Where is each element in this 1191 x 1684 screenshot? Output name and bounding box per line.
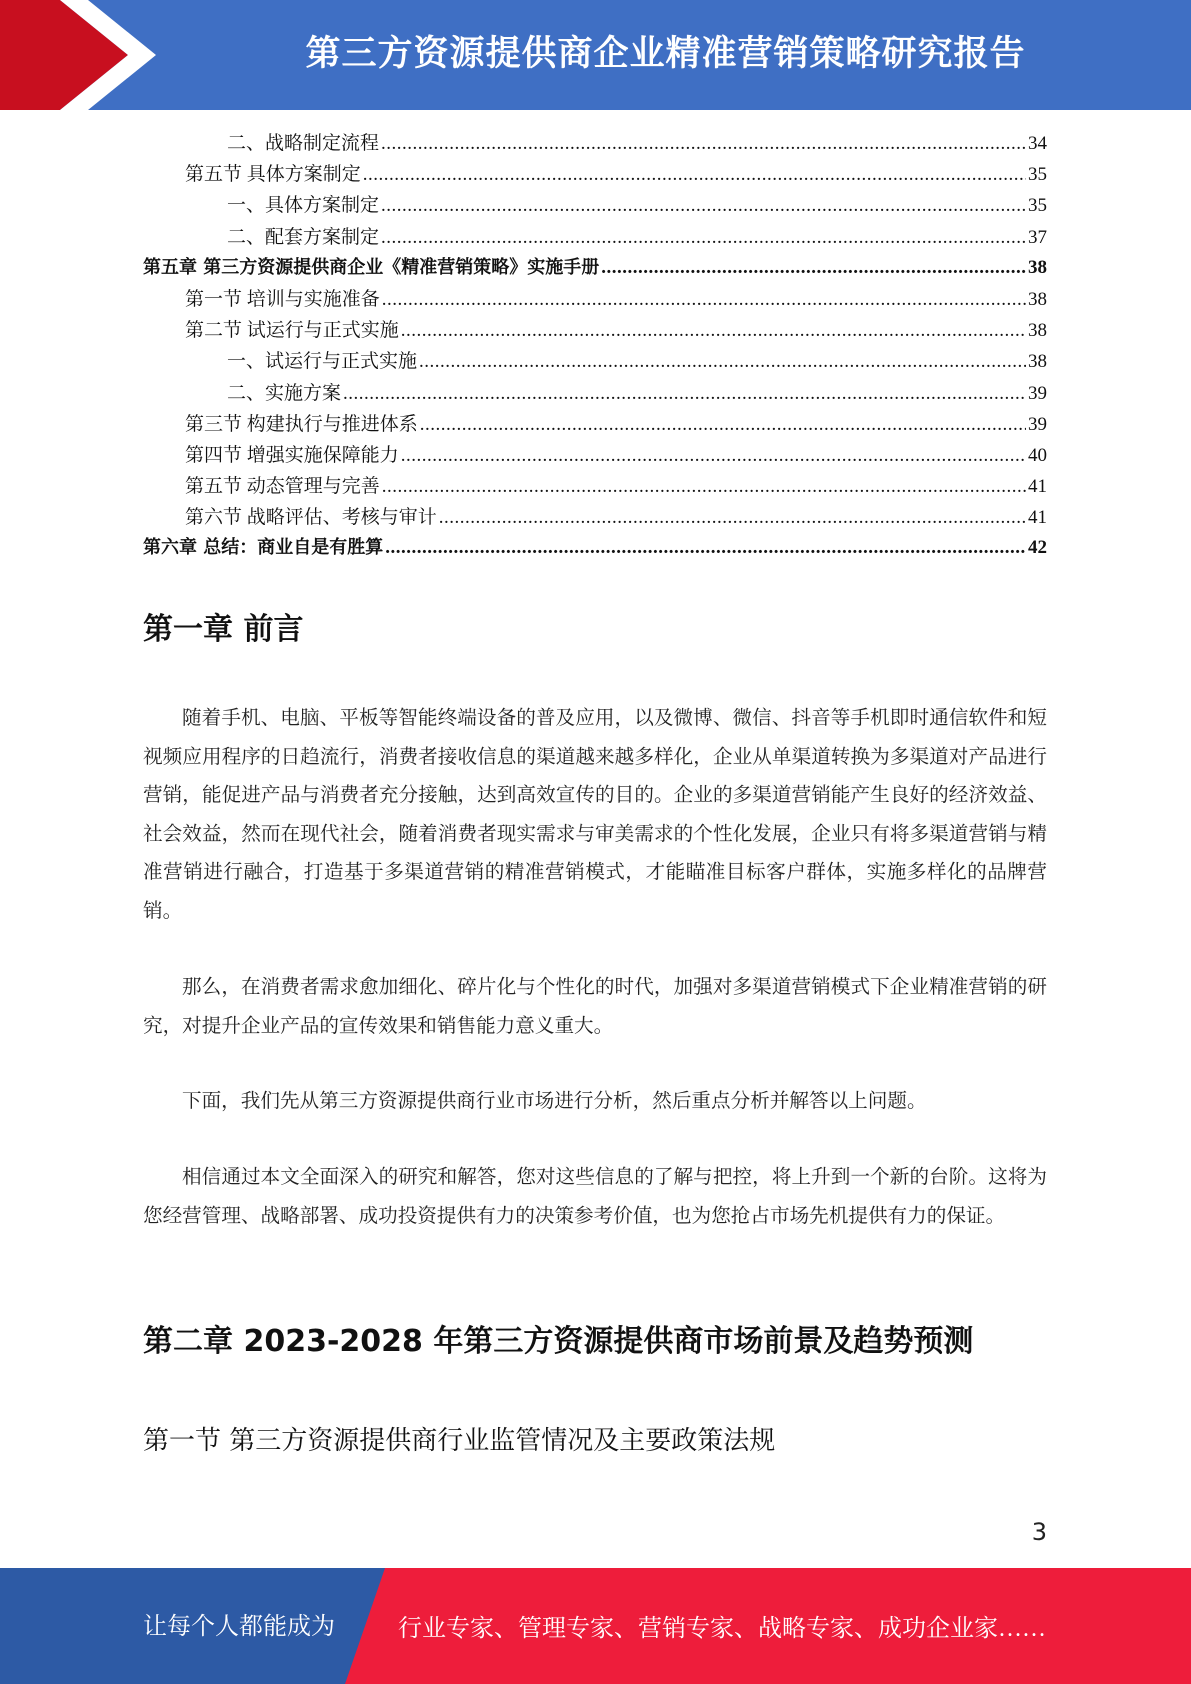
toc-entry[interactable] [143,471,1047,502]
toc-entry-page: 38 [1028,351,1047,373]
toc-entry-title: 第五章 第三方资源提供商企业《精准营销策略》实施手册 [143,256,600,278]
toc-entry-title: 第六节 战略评估、考核与审计 [185,507,437,529]
toc-entry[interactable] [143,502,1047,533]
toc-entry-title: 第二节 试运行与正式实施 [185,320,399,342]
toc-entry[interactable] [143,128,1047,159]
intro-paragraph-2: 那么，在消费者需求愈加细化、碎片化与个性化的时代，加强对多渠道营销模式下企业精准营销的研究，对提升企业产品的宣传效果和销售能力意义重大。 [143,977,1047,1037]
toc-leader-dots [381,195,1026,217]
toc-entry[interactable] [143,440,1047,471]
toc-entry[interactable] [143,222,1047,253]
toc-entry-title: 第四节 增强实施保障能力 [185,444,399,466]
toc-entry-title: 二、配套方案制定 [227,226,380,248]
toc-leader-dots [382,476,1026,498]
page-footer [0,1568,1191,1684]
toc-entry-title: 第五节 具体方案制定 [185,164,361,186]
toc-entry-page: 35 [1028,164,1047,186]
chapter-1-heading: 第一章 前言 [143,612,304,647]
intro-paragraph-1: 随着手机、电脑、平板等智能终端设备的普及应用，以及微博、微信、抖音等手机即时通信软件和短视频应用程序的日趋流行，消费者接收信息的渠道越来越多样化，企业从单渠道转换为多渠道对产品进行营销，能促进产品与消费者充分接触，达到高效宣传的目的。企业的多渠道营销能产生良好的经济效益、社会效益，然而在现代社会，随着消费者现实需求与审美需求的个性化发展，企业只有将多渠道营销与精准营销进行融合，打造基于多渠道营销的精准营销模式，才能瞄准目标客户群体，实施多样化的品牌营销。 [143,708,1047,922]
toc-leader-dots [601,257,1026,279]
toc-leader-dots [363,164,1026,186]
toc-entry-title: 第一节 培训与实施准备 [185,288,380,310]
toc-entry-page: 37 [1028,226,1047,248]
toc-entry[interactable] [143,284,1047,315]
toc-entry-page: 34 [1028,133,1047,154]
toc-entry[interactable] [143,190,1047,221]
toc-entry-title: 二、战略制定流程 [227,133,380,154]
toc-leader-dots [419,351,1026,373]
toc-leader-dots [401,445,1026,467]
footer-slogan-right: 行业专家、管理专家、营销专家、战略专家、成功企业家…… [398,1616,1046,1642]
toc-entry[interactable] [143,346,1047,377]
toc-entry-page: 41 [1028,476,1047,498]
page-number: 3 [1031,1518,1047,1546]
toc-entry-title: 一、试运行与正式实施 [227,351,418,373]
section-1-heading: 第一节 第三方资源提供商行业监管情况及主要政策法规 [143,1426,776,1456]
toc-entry-title: 第五节 动态管理与完善 [185,476,380,498]
toc-leader-dots [381,133,1026,155]
toc-entry-title: 第三节 构建执行与推进体系 [185,413,418,435]
toc-entry-title: 二、实施方案 [227,382,342,404]
report-title: 第三方资源提供商企业精准营销策略研究报告 [305,34,1026,74]
intro-paragraph-4: 相信通过本文全面深入的研究和解答，您对这些信息的了解与把控，将上升到一个新的台阶。这将为您经营管理、战略部署、成功投资提供有力的决策参考价值，也为您抢占市场先机提供有力的保证。 [143,1167,1047,1227]
footer-slogan-left: 让每个人都能成为 [143,1614,335,1640]
toc-leader-dots [439,507,1026,529]
toc-entry[interactable] [143,315,1047,346]
toc-leader-dots [401,320,1026,342]
toc-entry[interactable] [143,409,1047,440]
toc-entry-page: 38 [1028,288,1047,310]
toc-entry-page: 41 [1028,507,1047,529]
table-of-contents [143,128,1047,565]
intro-paragraph-3: 下面，我们先从第三方资源提供商行业市场进行分析，然后重点分析并解答以上问题。 [182,1091,927,1112]
toc-entry[interactable] [143,533,1047,564]
toc-entry-title: 第六章 总结：商业自是有胜算 [143,537,384,559]
toc-entry[interactable] [143,159,1047,190]
toc-entry-page: 38 [1028,320,1047,342]
toc-leader-dots [381,227,1026,249]
toc-leader-dots [420,414,1026,436]
toc-leader-dots [385,537,1026,559]
toc-entry-title: 一、具体方案制定 [227,195,380,217]
toc-entry[interactable] [143,253,1047,284]
toc-entry-page: 39 [1028,382,1047,404]
chapter-2-heading: 第二章 2023-2028 年第三方资源提供商市场前景及趋势预测 [143,1324,974,1359]
toc-entry-page: 42 [1028,537,1047,559]
toc-entry-page: 38 [1028,256,1047,278]
toc-entry-page: 40 [1028,444,1047,466]
toc-entry-page: 35 [1028,195,1047,217]
page-header [0,0,1191,110]
toc-entry[interactable] [143,378,1047,409]
toc-entry-page: 39 [1028,413,1047,435]
toc-leader-dots [382,289,1026,311]
toc-leader-dots [343,383,1026,405]
